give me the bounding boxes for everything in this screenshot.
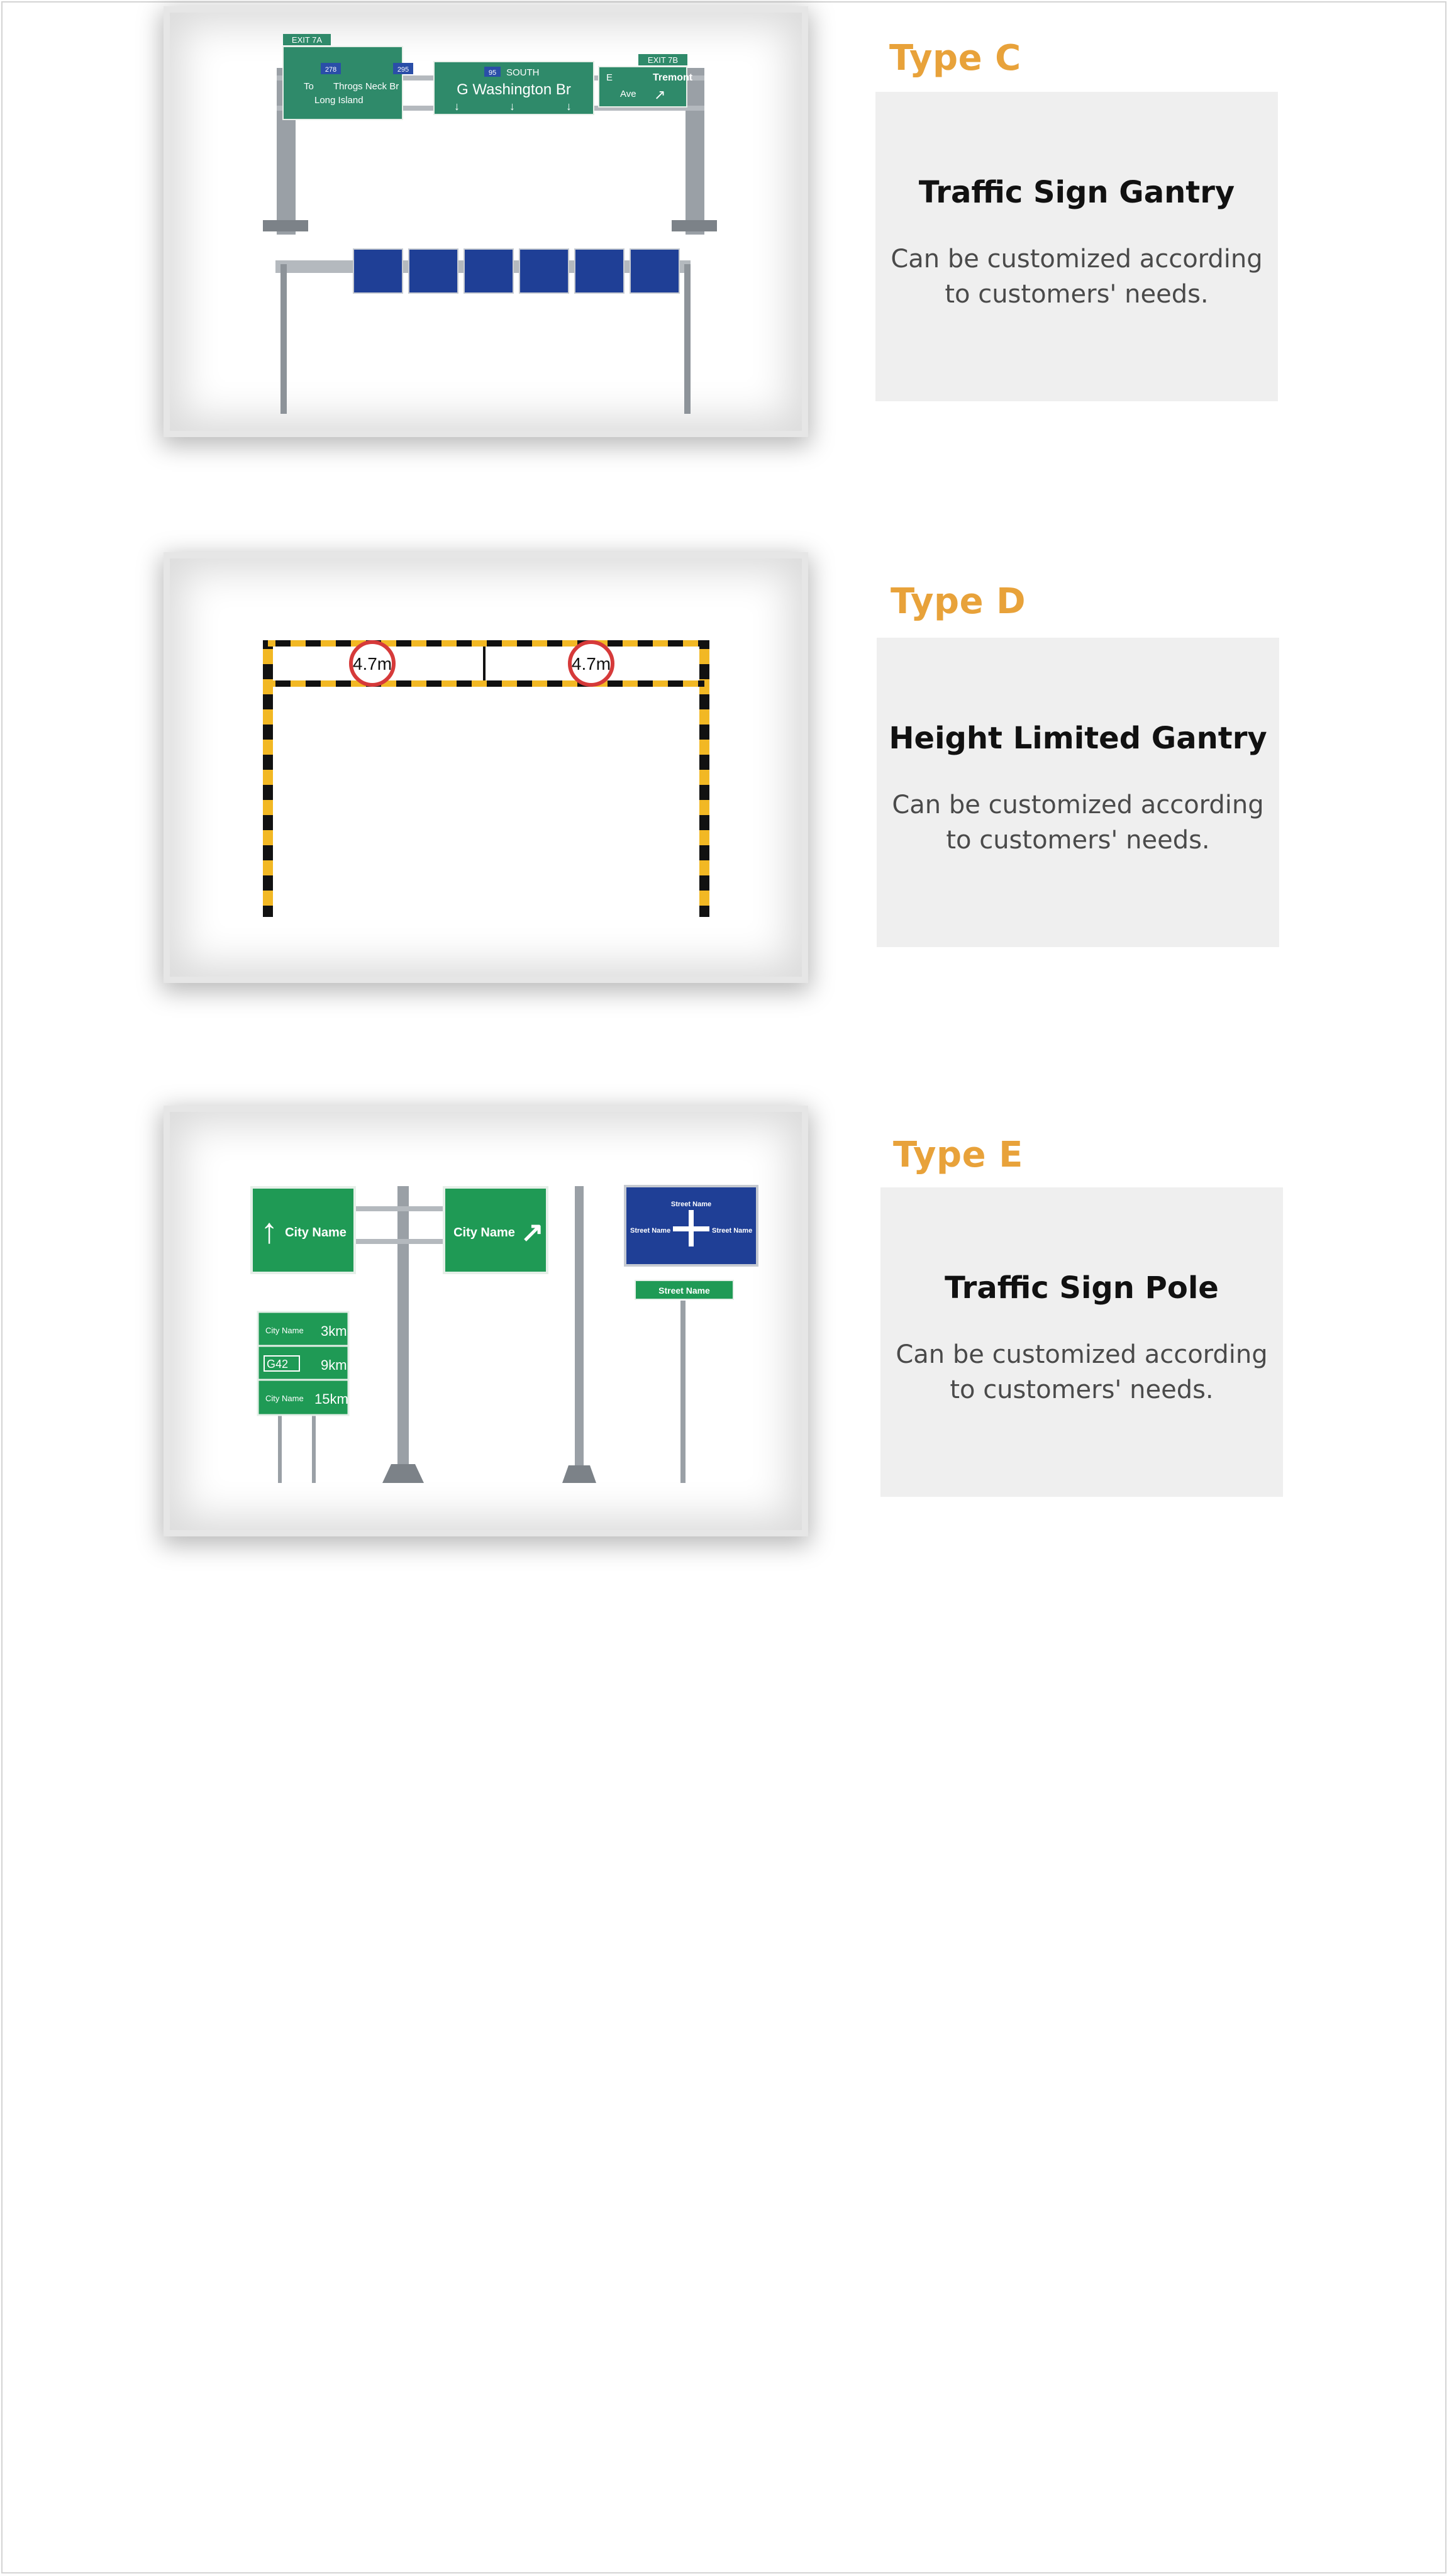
street-name-top: Street Name [670, 1201, 712, 1208]
sign-city-text: City Name [453, 1226, 515, 1240]
distance-value: 3km [321, 1323, 347, 1339]
pole-thin [680, 1301, 686, 1483]
product-title: Traffic Sign Gantry [918, 175, 1235, 210]
pole-small-right [312, 1407, 316, 1483]
distance-value: 15km [314, 1391, 348, 1407]
product-type-e [0, 1112, 1449, 1590]
street-name-right: Street Name [712, 1227, 753, 1235]
product-description: Can be customized according to customers' needs. [896, 1340, 1268, 1404]
gantry-illustration [170, 13, 802, 431]
sign-street-suffix: Ave [620, 89, 636, 99]
sign-destination-line1: Throgs Neck Br [333, 81, 399, 92]
pole-right [575, 1186, 584, 1482]
pole-arm [356, 1206, 450, 1211]
beam-divider [483, 647, 486, 680]
type-label: Type C [889, 38, 1021, 79]
product-title: Height Limited Gantry [889, 721, 1267, 756]
street-name-left: Street Name [630, 1227, 671, 1235]
sign-street-e: E [606, 72, 613, 83]
product-title: Traffic Sign Pole [945, 1270, 1219, 1306]
sign-street-name: Tremont [653, 72, 693, 83]
distance-row-city: City Name [265, 1394, 304, 1403]
height-limit-text: 4.7m [352, 654, 392, 674]
height-gantry-illustration [170, 558, 802, 977]
product-type-c [0, 13, 1449, 491]
pole-arm [356, 1239, 450, 1244]
arrow-up-right-icon: ↗ [521, 1217, 544, 1248]
product-description: Can be customized according to customers' needs. [892, 791, 1264, 855]
street-name-small: Street Name [658, 1285, 710, 1296]
sign-city-text: City Name [285, 1226, 347, 1240]
distance-sign [258, 1312, 348, 1415]
sign-bridge-text: G Washington Br [457, 81, 571, 98]
distance-value: 9km [321, 1357, 347, 1373]
exit-tab-left-text: EXIT 7A [291, 35, 323, 45]
interstate-shield-b-text: 295 [397, 66, 409, 74]
blue-street-sign [625, 1186, 757, 1265]
sign-destination-line2: Long Island [314, 95, 364, 106]
interstate-shield-center-text: 95 [488, 69, 497, 77]
info-card [875, 92, 1278, 401]
info-card [877, 638, 1279, 947]
hazard-beam-top [268, 640, 704, 647]
sign-to-text: To [304, 81, 314, 92]
gantry-base-right [672, 220, 717, 231]
info-card [880, 1187, 1283, 1497]
sign-direction-text: SOUTH [506, 67, 540, 78]
route-code-text: G42 [267, 1358, 289, 1370]
product-image-traffic-sign-pole [170, 1112, 802, 1530]
interstate-shield-a-text: 278 [325, 66, 337, 74]
green-street-sign-small [635, 1280, 733, 1299]
pole-base [382, 1464, 424, 1483]
product-type-d [0, 558, 1449, 1036]
intersection-icon [673, 1226, 709, 1231]
type-label: Type E [893, 1135, 1023, 1175]
down-arrow-icon: ↓ [509, 100, 515, 113]
height-limit-text: 4.7m [571, 654, 611, 674]
type-label: Type D [891, 581, 1026, 622]
lower-gantry-post-left [280, 264, 287, 414]
arrow-up-icon: ↑ [260, 1211, 278, 1250]
pole-base [562, 1465, 596, 1483]
pole-tall-center [397, 1186, 409, 1482]
height-limit-sign-left [351, 642, 394, 685]
pole-small-left [278, 1407, 282, 1483]
height-limit-sign-right [570, 642, 613, 685]
down-arrow-icon: ↓ [454, 100, 460, 113]
arrow-up-right-icon: ↗ [654, 87, 666, 103]
sign-pole-illustration [170, 1112, 802, 1530]
product-image-traffic-sign-gantry [170, 13, 802, 431]
down-arrow-icon: ↓ [566, 100, 572, 113]
product-description: Can be customized according to customers' needs. [891, 245, 1263, 309]
gantry-post-right [686, 68, 704, 235]
lower-gantry-post-right [684, 264, 691, 414]
gantry-base-left [263, 220, 308, 231]
distance-row-city: City Name [265, 1326, 304, 1335]
product-image-height-limited-gantry [170, 558, 802, 977]
hazard-beam-bottom [268, 680, 704, 687]
exit-tab-right-text: EXIT 7B [647, 55, 679, 65]
